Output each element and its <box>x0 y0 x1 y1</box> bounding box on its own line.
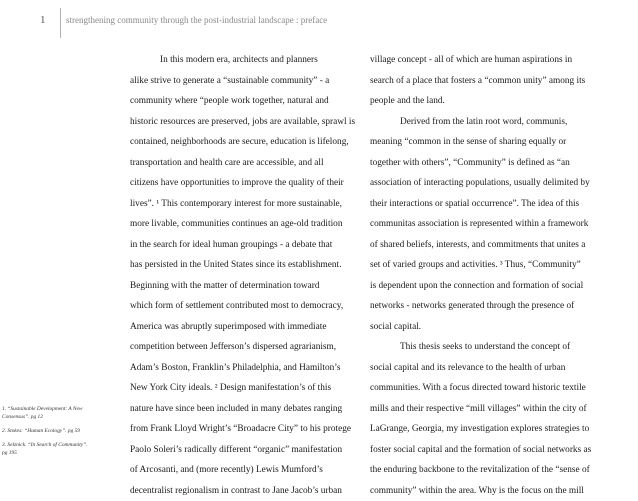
footnote-3 <box>2 441 120 457</box>
page-number: 1 <box>40 14 46 26</box>
text-line: has persisted in the United States since its establishment. <box>130 255 353 276</box>
text-line: social capital and its relevance to the health of urban <box>370 358 595 379</box>
text-line: mills and their respective “mill villages” within the city of <box>370 399 595 420</box>
text-line: competition between Jefferson’s dispersed agrarianism, <box>130 337 353 358</box>
text-line: Beginning with the matter of determination toward <box>130 276 353 297</box>
body-column-left <box>130 50 353 501</box>
footnote-line: pg 195 <box>2 449 120 457</box>
text-line: from Frank Lloyd Wright’s “Broadacre City” to his protege <box>130 419 353 440</box>
text-line: Derived from the latin root word, communis, <box>370 112 595 133</box>
header-divider <box>60 8 61 38</box>
text-line: more livable, communities continues an age-old tradition <box>130 214 353 235</box>
footnote-line: 2. Stokes: “Human Ecology”. pg 59 <box>2 427 120 435</box>
text-line: set of varied groups and activities. ³ Thus, “Community” <box>370 255 595 276</box>
text-line: transportation and health care are accessible, and all <box>130 153 353 174</box>
text-line: community where “people work together, natural and <box>130 91 353 112</box>
text-line: together with others”, “Community” is defined as “an <box>370 153 595 174</box>
text-line: meaning “common in the sense of sharing equally or <box>370 132 595 153</box>
footnotes <box>2 405 120 463</box>
text-line: lives”. ¹ This contemporary interest for more sustainable, <box>130 194 353 215</box>
text-line: Adam’s Boston, Franklin’s Philadelphia, and Hamilton’s <box>130 358 353 379</box>
text-line: America was abruptly superimposed with immediate <box>130 317 353 338</box>
text-line: association of interacting populations, usually delimited by <box>370 173 595 194</box>
text-line: the enduring backbone to the revitalization of the “sense of <box>370 460 595 481</box>
text-line: LaGrange, Georgia, my investigation explores strategies to <box>370 419 595 440</box>
text-line: is dependent upon the connection and formation of social <box>370 276 595 297</box>
text-line: which form of settlement contributed most to democracy, <box>130 296 353 317</box>
text-line: communitas association is represented within a framework <box>370 214 595 235</box>
running-head: strengthening community through the post-industrial landscape : preface <box>66 15 327 25</box>
footnote-1 <box>2 405 120 421</box>
text-line: village concept - all of which are human aspirations in <box>370 50 595 71</box>
text-line: nature have since been included in many debates ranging <box>130 399 353 420</box>
footnote-line: 3. Selznick. “In Search of Community”. <box>2 441 120 449</box>
text-line: networks - networks generated through the presence of <box>370 296 595 317</box>
text-line: Paolo Soleri’s radically different “organic” manifestation <box>130 440 353 461</box>
footnote-line: 1. “Sustainable Development: A New <box>2 405 120 413</box>
text-line: contained, neighborhoods are secure, education is lifelong, <box>130 132 353 153</box>
text-line: social capital. <box>370 317 595 338</box>
text-line: foster social capital and the formation of social networks as <box>370 440 595 461</box>
text-line: community” within the area. Why is the focus on the mill <box>370 481 595 501</box>
text-line: historic resources are preserved, jobs are available, sprawl is <box>130 112 353 133</box>
text-line: in the search for ideal human groupings - a debate that <box>130 235 353 256</box>
text-line: decentralist regionalism in contrast to Jane Jacob’s urban <box>130 481 353 501</box>
text-line: their interactions or spatial occurrence”. The idea of this <box>370 194 595 215</box>
text-line: citizens have opportunities to improve the quality of their <box>130 173 353 194</box>
text-line: people and the land. <box>370 91 595 112</box>
text-line: of shared beliefs, interests, and commitments that unites a <box>370 235 595 256</box>
text-line: This thesis seeks to understand the concept of <box>370 337 595 358</box>
footnote-2 <box>2 427 120 435</box>
text-line: alike strive to generate a “sustainable community” - a <box>130 71 353 92</box>
text-line: communities. With a focus directed toward historic textile <box>370 378 595 399</box>
text-line: of Arcosanti, and (more recently) Lewis Mumford’s <box>130 460 353 481</box>
text-line: search of a place that fosters a “common unity” among its <box>370 71 595 92</box>
body-column-right <box>370 50 595 501</box>
footnote-line: Consensus”. pg 12 <box>2 413 120 421</box>
text-line: In this modern era, architects and planners <box>130 50 353 71</box>
text-line: New York City ideals. ² Design manifestation’s of this <box>130 378 353 399</box>
